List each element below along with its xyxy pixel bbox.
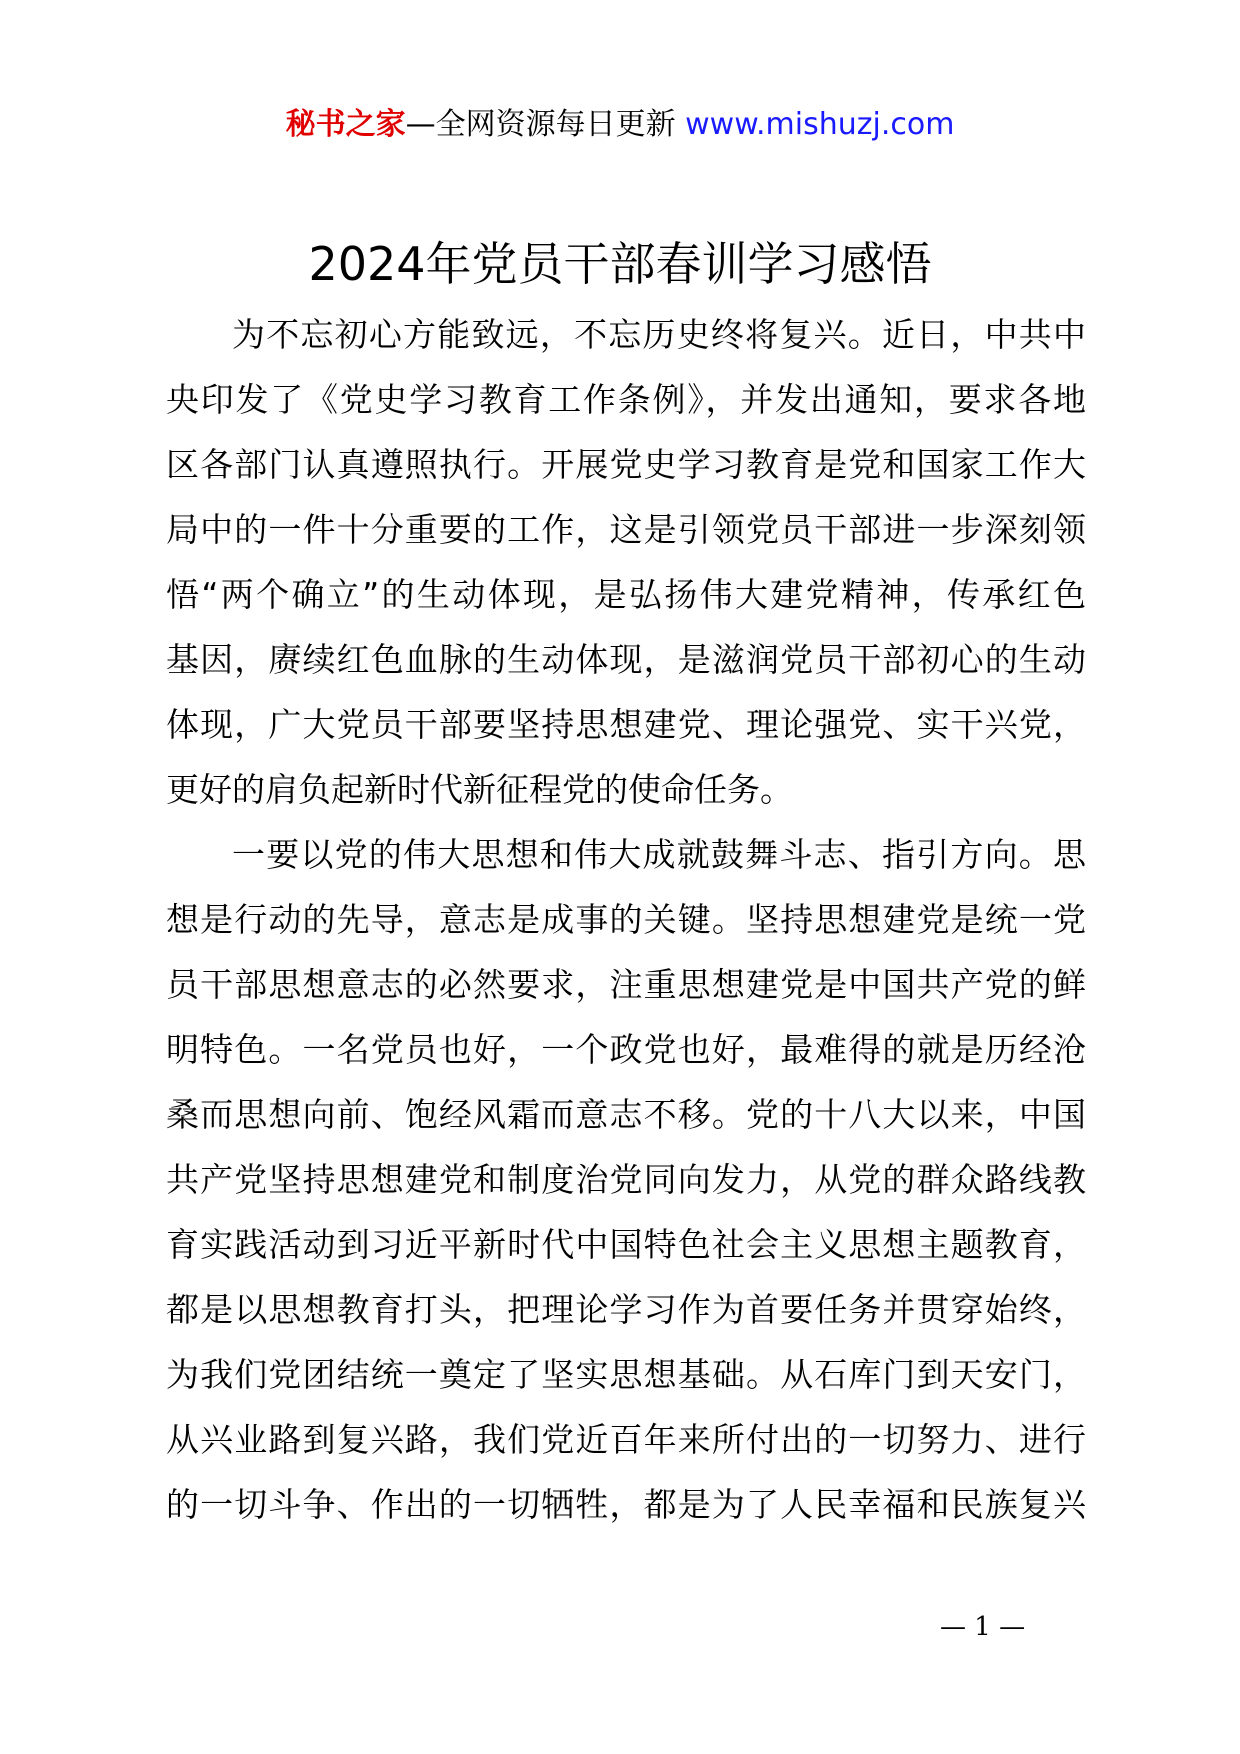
page-number: — 1 — — [940, 1612, 1026, 1642]
text-line: 桑而思想向前、饱经风霜而意志不移。党的十八大以来，中国 — [166, 1095, 1086, 1134]
paragraph — [166, 822, 1086, 1537]
text-line: 体现，广大党员干部要坚持思想建党、理论强党、实干兴党， — [166, 705, 1086, 744]
document-title: 2024年党员干部春训学习感悟 — [308, 237, 932, 291]
text-line: 更好的肩负起新时代新征程党的使命任务。 — [166, 770, 793, 809]
brand-name: 秘书之家 — [285, 107, 406, 142]
text-line: 区各部门认真遵照执行。开展党史学习教育是党和国家工作大 — [166, 445, 1086, 484]
text-line: 悟“两个确立”的生动体现，是弘扬伟大建党精神，传承红色 — [166, 575, 1086, 614]
text-line: 想是行动的先导，意志是成事的关键。坚持思想建党是统一党 — [166, 900, 1086, 939]
text-line: 的一切斗争、作出的一切牺牲，都是为了人民幸福和民族复兴 — [166, 1485, 1086, 1524]
text-line: 央印发了《党史学习教育工作条例》，并发出通知，要求各地 — [166, 380, 1086, 419]
header-tagline: —全网资源每日更新 — [405, 107, 686, 142]
text-line: 为我们党团结统一奠定了坚实思想基础。从石库门到天安门， — [166, 1355, 1086, 1394]
text-line: 共产党坚持思想建党和制度治党同向发力，从党的群众路线教 — [166, 1160, 1086, 1199]
paragraph — [166, 302, 1086, 822]
text-line: 一要以党的伟大思想和伟大成就鼓舞斗志、指引方向。思 — [232, 835, 1086, 874]
text-line: 局中的一件十分重要的工作，这是引领党员干部进一步深刻领 — [166, 510, 1086, 549]
text-line: 为不忘初心方能致远，不忘历史终将复兴。近日，中共中 — [232, 315, 1086, 354]
text-line: 都是以思想教育打头，把理论学习作为首要任务并贯穿始终， — [166, 1290, 1086, 1329]
text-line: 员干部思想意志的必然要求，注重思想建党是中国共产党的鲜 — [166, 965, 1086, 1004]
site-url-link[interactable]: www.mishuzj.com — [685, 107, 955, 142]
text-line: 育实践活动到习近平新时代中国特色社会主义思想主题教育， — [166, 1225, 1086, 1264]
text-line: 明特色。一名党员也好，一个政党也好，最难得的就是历经沧 — [166, 1030, 1086, 1069]
text-line: 基因，赓续红色血脉的生动体现，是滋润党员干部初心的生动 — [166, 640, 1086, 679]
site-header — [0, 100, 1240, 150]
text-line: 从兴业路到复兴路，我们党近百年来所付出的一切努力、进行 — [166, 1420, 1086, 1459]
document-body — [166, 302, 1086, 1537]
